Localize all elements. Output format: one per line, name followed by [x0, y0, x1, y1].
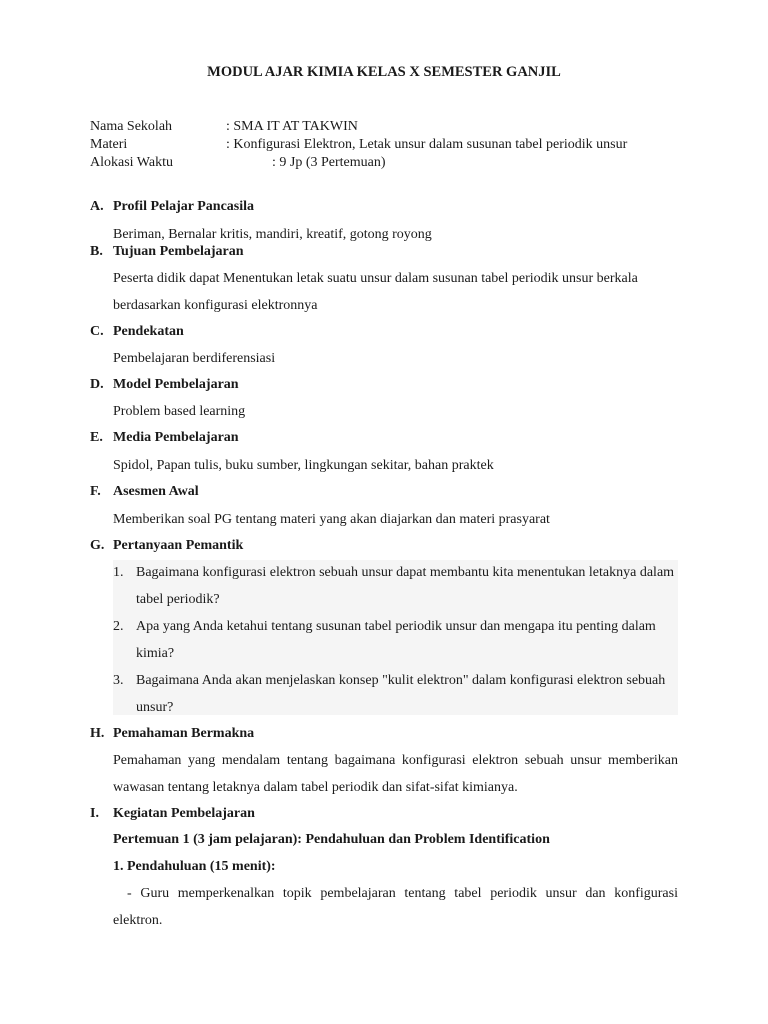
question-text: Bagaimana Anda akan menjelaskan konsep "kulit elektron" dalam konfigurasi elektron sebuah unsur? [136, 673, 666, 715]
question-number: 3. [113, 673, 124, 688]
question-text: Apa yang Anda ketahui tentang susunan tabel periodik unsur dan mengapa itu penting dalam kimia? [136, 619, 656, 661]
materi-value: : Konfigurasi Elektron, Letak unsur dalam susunan tabel periodik unsur [226, 137, 628, 152]
section-title: Model Pembelajaran [113, 377, 239, 392]
section-title: Kegiatan Pembelajaran [113, 806, 255, 821]
section-d-text: Problem based learning [113, 404, 246, 419]
section-c-text: Pembelajaran berdiferensiasi [113, 351, 276, 366]
section-f-text: Memberikan soal PG tentang materi yang akan diajarkan dan materi prasyarat [113, 512, 550, 527]
section-letter: F. [90, 484, 101, 499]
section-letter: E. [90, 430, 103, 445]
section-letter: B. [90, 244, 103, 259]
section-title: Pendekatan [113, 324, 184, 339]
section-letter: I. [90, 806, 99, 821]
alokasi-label: Alokasi Waktu [90, 155, 173, 170]
section-letter: D. [90, 377, 104, 392]
section-title: Asesmen Awal [113, 484, 199, 499]
section-letter: C. [90, 324, 104, 339]
pertemuan-heading: Pertemuan 1 (3 jam pelajaran): Pendahuluan dan Problem Identification [113, 832, 550, 847]
section-title: Profil Pelajar Pancasila [113, 199, 255, 214]
section-title: Media Pembelajaran [113, 430, 239, 445]
section-b-text: Peserta didik dapat Menentukan letak suatu unsur dalam susunan tabel periodik unsur berkala berdasarkan konfigurasi elektronnya [113, 271, 638, 313]
section-title: Pemahaman Bermakna [113, 726, 255, 741]
section-a-text: Beriman, Bernalar kritis, mandiri, kreatif, gotong royong [113, 227, 432, 242]
alokasi-value: : 9 Jp (3 Pertemuan) [272, 155, 386, 170]
question-number: 2. [113, 619, 124, 634]
section-e-text: Spidol, Papan tulis, buku sumber, lingkungan sekitar, bahan praktek [113, 458, 494, 473]
sekolah-label: Nama Sekolah [90, 119, 173, 134]
section-h-text: Pemahaman yang mendalam tentang bagaimana konfigurasi elektron sebuah unsur memberikan wawasan tentang letaknya dalam tabel periodik dan sifat-sifat kimianya. [113, 753, 678, 795]
section-title: Tujuan Pembelajaran [113, 244, 244, 259]
sekolah-value: : SMA IT AT TAKWIN [226, 119, 358, 134]
materi-label: Materi [90, 137, 128, 152]
section-letter: G. [90, 538, 105, 553]
question-text: Bagaimana konfigurasi elektron sebuah unsur dapat membantu kita menentukan letaknya dalam tabel periodik? [136, 565, 675, 607]
document-title: MODUL AJAR KIMIA KELAS X SEMESTER GANJIL [207, 64, 561, 80]
activity-bullet: - Guru memperkenalkan topik pembelajaran tentang tabel periodik unsur dan konfigurasi elektron. [113, 886, 678, 928]
question-number: 1. [113, 565, 124, 580]
section-letter: H. [90, 726, 105, 741]
section-letter: A. [90, 199, 104, 214]
pendahuluan-heading: 1. Pendahuluan (15 menit): [113, 859, 276, 874]
section-title: Pertanyaan Pemantik [113, 538, 244, 553]
